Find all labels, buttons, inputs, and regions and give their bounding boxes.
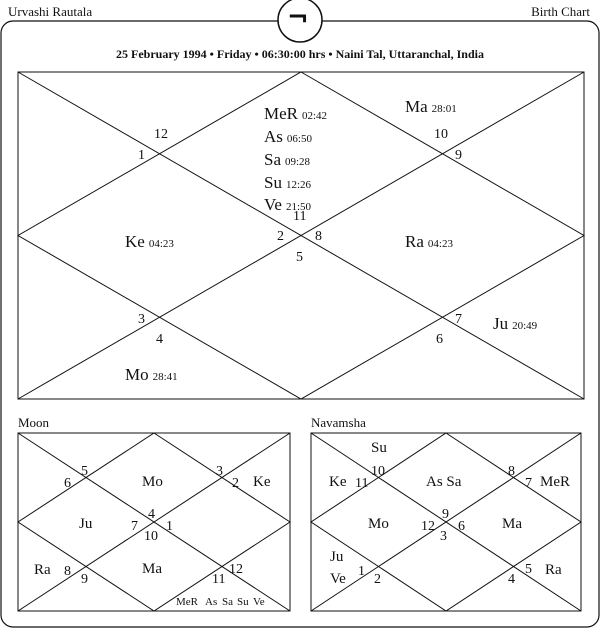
planet-name: Sa xyxy=(222,596,233,608)
sign-number: 7 xyxy=(525,476,532,491)
planet-entry xyxy=(264,150,310,170)
planet-degree: 12:26 xyxy=(285,179,312,191)
planet-entry xyxy=(264,127,312,147)
planet-name: Ju xyxy=(330,549,344,565)
sign-number: 3 xyxy=(440,529,447,544)
planet-entry xyxy=(264,195,311,215)
sign-number: 10 xyxy=(434,127,448,142)
sign-number: 1 xyxy=(138,148,145,163)
sign-number: 6 xyxy=(436,332,443,347)
sign-number: 8 xyxy=(64,564,71,579)
planet-entry xyxy=(405,97,457,117)
navamsha-chart-title: Navamsha xyxy=(311,415,366,430)
sign-number: 12 xyxy=(421,519,435,534)
sign-number: 11 xyxy=(212,572,226,587)
planet-degree: 28:41 xyxy=(152,371,178,383)
sign-number: 6 xyxy=(458,519,465,534)
moon-chart-title: Moon xyxy=(18,415,50,430)
planet-entry xyxy=(125,232,174,252)
sign-number: 2 xyxy=(277,229,284,244)
planet-degree: 04:23 xyxy=(148,238,174,250)
planet-entry xyxy=(125,365,178,385)
sign-number: 4 xyxy=(156,332,163,347)
sign-number: 9 xyxy=(455,148,462,163)
planet-degree: 02:42 xyxy=(302,110,328,122)
native-name: Urvashi Rautala xyxy=(8,4,93,19)
planet-name: Ma xyxy=(142,561,162,577)
planet-degree: 20:49 xyxy=(512,320,538,332)
sign-number: 11 xyxy=(355,476,369,491)
sign-number: 4 xyxy=(148,507,155,522)
planet-name: Mo xyxy=(125,365,149,384)
planet-name: Ke xyxy=(253,474,271,490)
sign-number: 7 xyxy=(455,312,462,327)
planet-name: MeR xyxy=(540,474,570,490)
planet-name: As Sa xyxy=(426,474,462,490)
planet-name: Ju xyxy=(79,516,93,532)
sign-number: 8 xyxy=(315,229,322,244)
sign-number: 4 xyxy=(508,572,515,587)
sign-number: 10 xyxy=(371,464,385,479)
sign-number: 10 xyxy=(144,529,158,544)
planet-name: Ke xyxy=(125,232,145,251)
sign-number: 2 xyxy=(232,476,239,491)
planet-name: Ra xyxy=(545,562,562,578)
planet-name: Ve xyxy=(330,571,346,587)
planet-degree: 21:50 xyxy=(285,201,312,213)
planet-entry xyxy=(405,232,453,252)
sign-number: 5 xyxy=(81,464,88,479)
planet-name: Su xyxy=(264,173,282,192)
sign-number: 3 xyxy=(216,464,223,479)
sign-number: 5 xyxy=(296,250,303,265)
planet-entry xyxy=(264,173,311,193)
planet-name: Ra xyxy=(34,562,51,578)
sign-number: 7 xyxy=(131,519,138,534)
sign-number: 6 xyxy=(64,476,71,491)
planet-name: Ma xyxy=(405,97,428,116)
sign-number: 2 xyxy=(374,572,381,587)
planet-name: MeR xyxy=(176,596,198,608)
sign-number: 12 xyxy=(154,127,168,142)
sign-number: 3 xyxy=(138,312,145,327)
planet-name: Ra xyxy=(405,232,424,251)
planet-name: Ve xyxy=(253,596,265,608)
planet-name: Ke xyxy=(329,474,347,490)
chart-title: Birth Chart xyxy=(531,4,590,19)
planet-degree: 09:28 xyxy=(285,156,311,168)
planet-name: Sa xyxy=(264,150,281,169)
planet-degree: 28:01 xyxy=(431,103,457,115)
planet-name: Mo xyxy=(368,516,389,532)
logo-icon: ¬ xyxy=(287,3,309,33)
planet-name: Ma xyxy=(502,516,522,532)
sign-number: 1 xyxy=(358,564,365,579)
planet-name: MeR xyxy=(264,104,298,123)
planet-name: Ve xyxy=(264,195,282,214)
planet-degree: 06:50 xyxy=(286,133,312,145)
birth-details: 25 February 1994 • Friday • 06:30:00 hrs • Naini Tal, Uttaranchal, India xyxy=(116,47,484,61)
sign-number: 5 xyxy=(525,562,532,577)
planet-entry xyxy=(493,314,537,334)
planet-name: Ju xyxy=(493,314,509,333)
planet-name: Su xyxy=(371,440,387,456)
sign-number: 9 xyxy=(81,572,88,587)
sign-number: 12 xyxy=(229,562,243,577)
planet-name: As xyxy=(264,127,283,146)
planet-name: As xyxy=(205,596,218,608)
sign-number: 9 xyxy=(442,507,449,522)
planet-name: Su xyxy=(237,596,249,608)
sign-number: 8 xyxy=(508,464,515,479)
planet-entry xyxy=(264,104,327,124)
sign-number: 1 xyxy=(166,519,173,534)
planet-degree: 04:23 xyxy=(427,238,453,250)
planet-name: Mo xyxy=(142,474,163,490)
sign-number: 11 xyxy=(293,209,307,224)
